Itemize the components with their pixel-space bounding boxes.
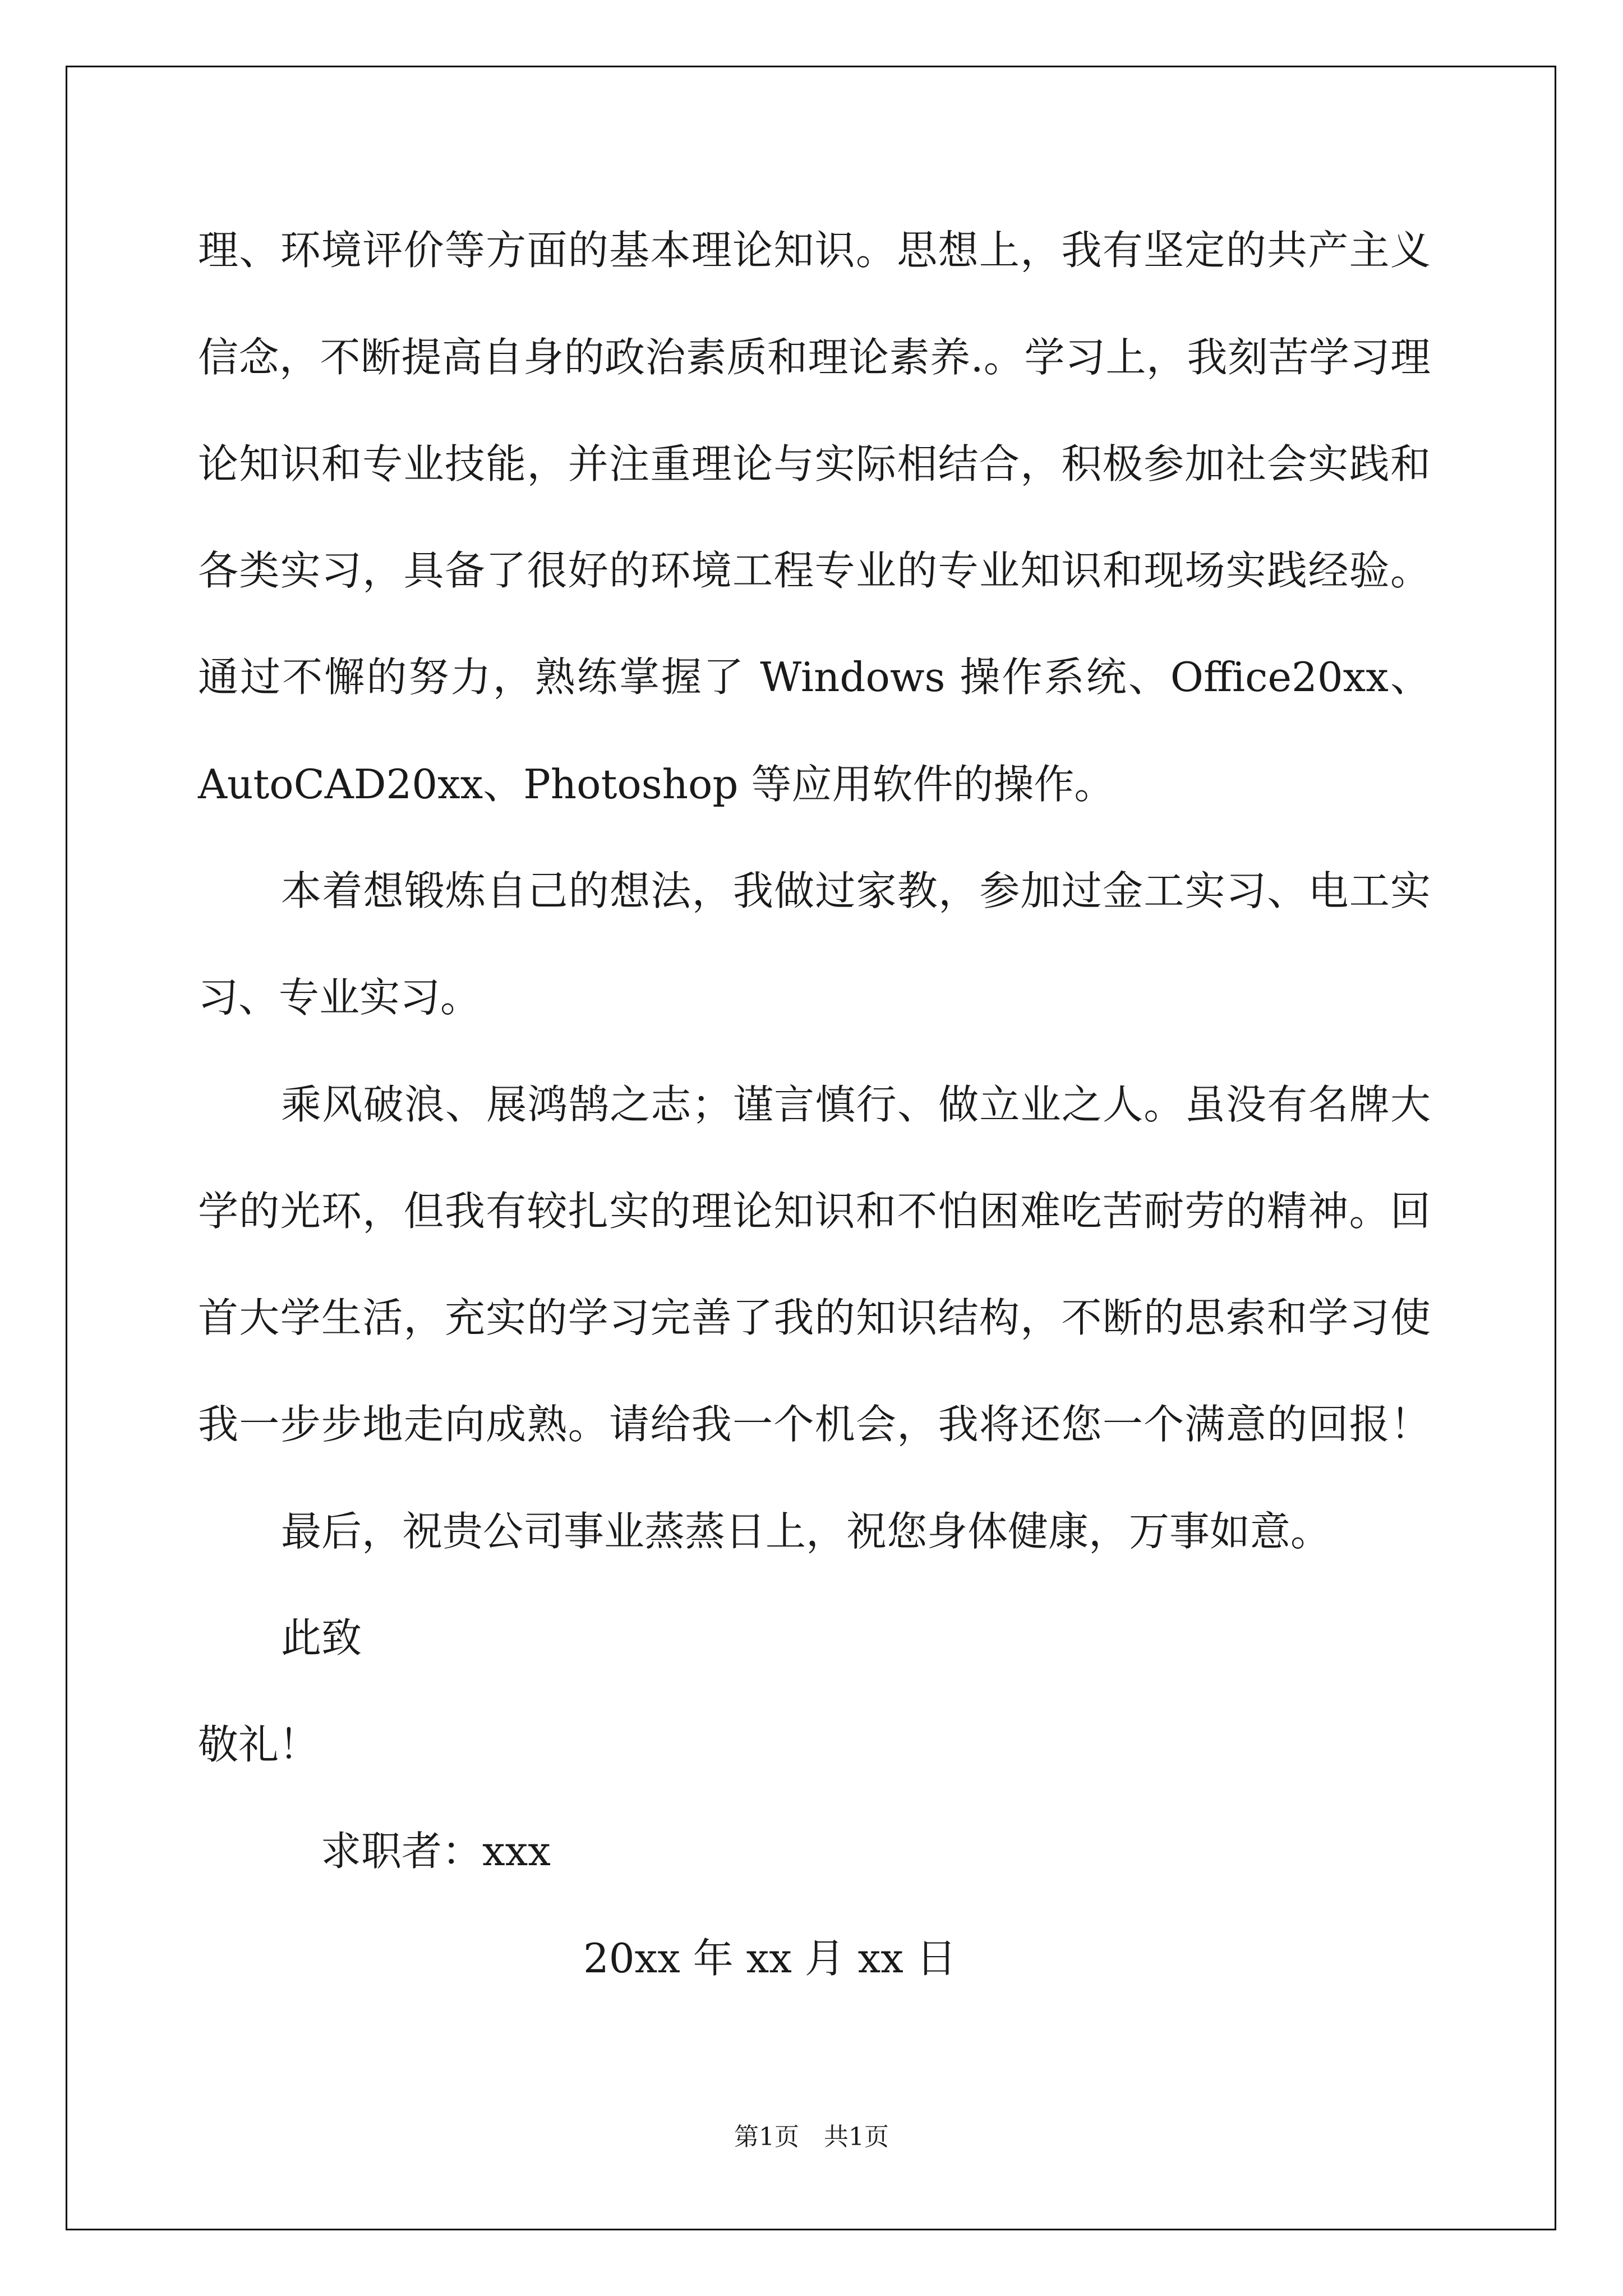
page-border xyxy=(66,66,1556,2230)
closing-line: 敬礼！ xyxy=(198,1721,320,1768)
letter-line: 首大学生活，充实的学习完善了我的知识结构，不断的思索和学习使 xyxy=(198,1294,1431,1341)
letter-line: 通过不懈的努力，熟练掌握了 Windows 操作系统、Office20xx、 xyxy=(198,654,1431,701)
page-number-footer: 第1页 共1页 xyxy=(734,2123,889,2151)
letter-line: 各类实习，具备了很好的环境工程专业的专业知识和现场实践经验。 xyxy=(198,547,1431,594)
salutation-line: 此致 xyxy=(281,1614,362,1662)
paragraph-line: 乘风破浪、展鸿鹄之志；谨言慎行、做立业之人。虽没有名牌大 xyxy=(281,1081,1431,1128)
paragraph-line: 最后，祝贵公司事业蒸蒸日上，祝您身体健康，万事如意。 xyxy=(281,1508,1331,1555)
paragraph-line: 本着想锻炼自己的想法，我做过家教，参加过金工实习、电工实 xyxy=(281,867,1431,914)
letter-line: 信念，不断提高自身的政治素质和理论素养.。学习上，我刻苦学习理 xyxy=(198,334,1431,381)
letter-line: AutoCAD20xx、Photoshop 等应用软件的操作。 xyxy=(198,761,1115,808)
letter-line: 习、专业实习。 xyxy=(198,974,481,1021)
letter-line: 我一步步地走向成熟。请给我一个机会，我将还您一个满意的回报！ xyxy=(198,1401,1431,1448)
letter-line: 理、环境评价等方面的基本理论知识。思想上，我有坚定的共产主义 xyxy=(198,227,1431,274)
letter-line: 学的光环，但我有较扎实的理论知识和不怕困难吃苦耐劳的精神。回 xyxy=(198,1188,1431,1235)
applicant-signature: 求职者：xxx xyxy=(321,1828,551,1875)
letter-line: 论知识和专业技能，并注重理论与实际相结合，积极参加社会实践和 xyxy=(198,440,1431,487)
letter-date: 20xx 年 xx 月 xx 日 xyxy=(583,1935,957,1982)
